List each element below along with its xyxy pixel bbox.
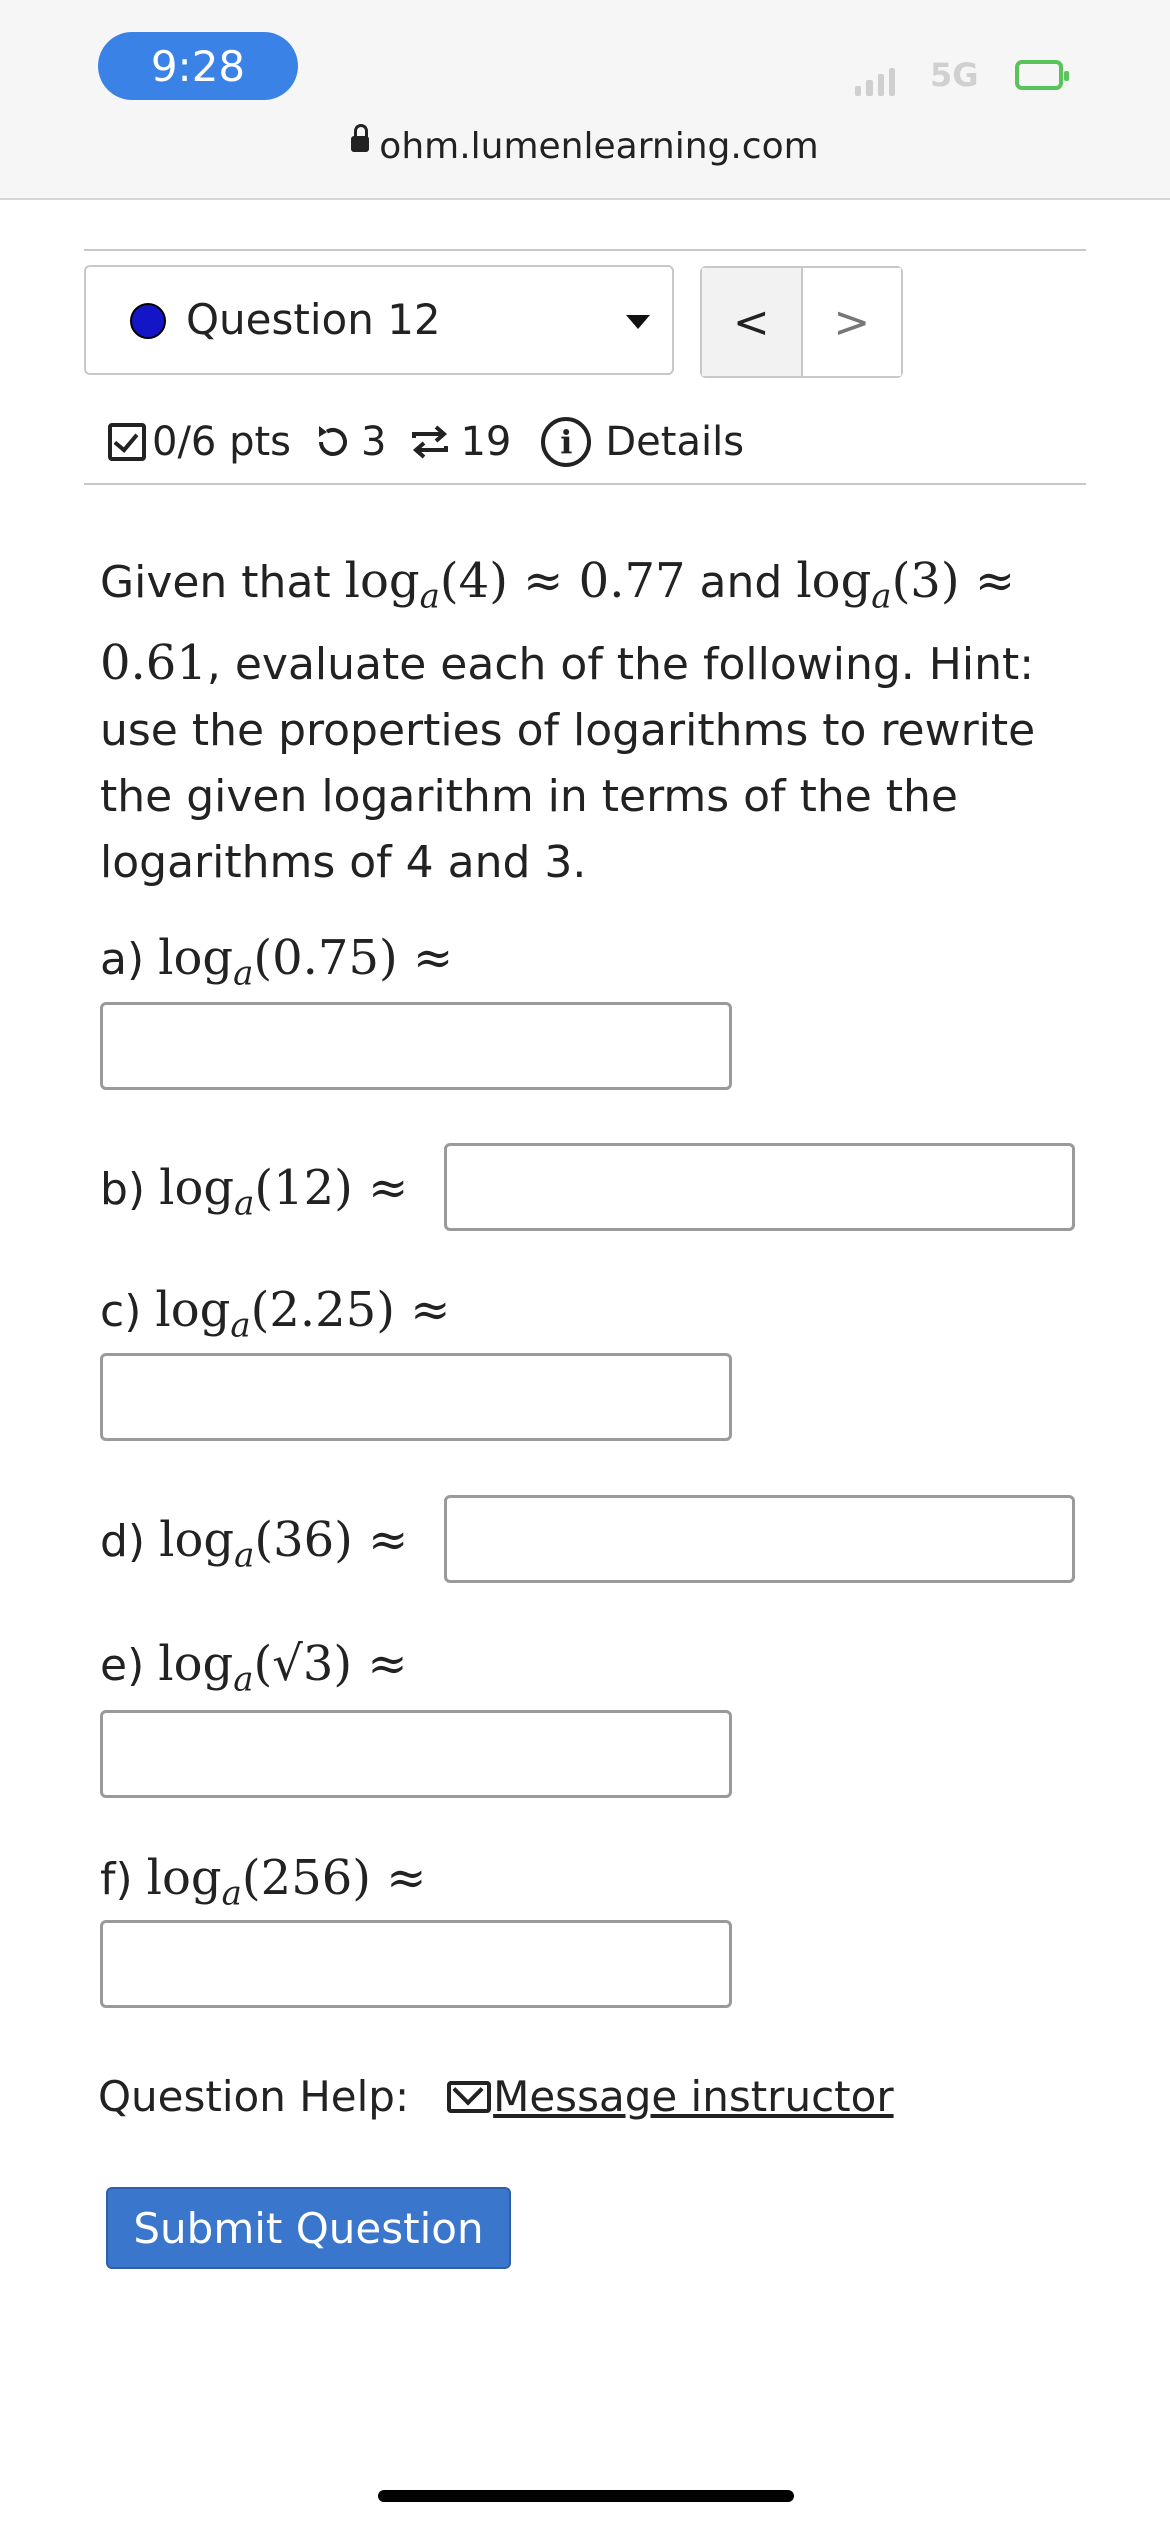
question-nav	[700, 266, 903, 378]
top-divider	[84, 249, 1086, 251]
answer-input-f[interactable]	[100, 1920, 732, 2008]
signal-icon	[855, 62, 895, 96]
answer-input-b[interactable]	[444, 1143, 1075, 1231]
question-select[interactable]	[84, 265, 674, 375]
home-indicator	[378, 2490, 794, 2502]
details-link[interactable]: Details	[605, 419, 745, 465]
part-c-label: c) $\log_a(2.25)$ ≈	[100, 1282, 451, 1346]
retry-icon	[313, 422, 353, 462]
part-f-label: f) $\log_a(256)$ ≈	[100, 1850, 427, 1914]
lock-icon	[351, 136, 369, 152]
status-time: 9:28	[98, 32, 298, 100]
browser-header	[0, 0, 1170, 200]
answer-input-e[interactable]	[100, 1710, 732, 1798]
battery-icon	[1015, 60, 1063, 90]
status-dot-icon	[130, 303, 166, 339]
versions-count: 19	[460, 419, 512, 465]
network-type: 5G	[930, 56, 979, 94]
question-rest: , evaluate each of the following. Hint: use the properties of logarithms to rewrite the given logarithm in terms of the the logarithms of 4 and 3.	[100, 638, 1036, 888]
answer-input-a[interactable]	[100, 1002, 732, 1090]
prev-question-button[interactable]: <	[702, 268, 803, 376]
next-question-button[interactable]: >	[803, 268, 902, 376]
question-help	[98, 2072, 894, 2121]
question-text	[100, 548, 1060, 896]
attempts-count: 3	[361, 419, 387, 465]
part-b-label: b) $\log_a(12)$ ≈	[100, 1160, 409, 1224]
answer-input-c[interactable]	[100, 1353, 732, 1441]
question-select-label: Question 12	[186, 295, 441, 344]
points: 0/6 pts	[152, 419, 292, 465]
part-d-label: d) $\log_a(36)$ ≈	[100, 1512, 409, 1576]
envelope-icon	[447, 2081, 491, 2113]
help-label: Question Help:	[98, 2072, 410, 2121]
given-log4: $\log_a(4) \approx 0.77$	[344, 553, 686, 617]
given-log3: $\log_a(3) \approx 0.61$	[100, 553, 1016, 691]
part-e-label: e) $\log_a(√3)$ ≈	[100, 1636, 408, 1700]
checkbox-icon	[108, 423, 146, 461]
answer-input-d[interactable]	[444, 1495, 1075, 1583]
question-meta	[108, 412, 744, 472]
caret-down-icon	[626, 315, 650, 329]
meta-divider	[84, 483, 1086, 485]
url-text: ohm.lumenlearning.com	[379, 126, 819, 167]
address-bar[interactable]	[0, 126, 1170, 167]
info-icon[interactable]: i	[541, 417, 591, 467]
message-instructor-link[interactable]: Message instructor	[493, 2072, 894, 2121]
part-a-label: a) $\log_a(0.75)$ ≈	[100, 930, 454, 994]
question-intro: Given that	[100, 557, 331, 608]
submit-question-button[interactable]: Submit Question	[106, 2187, 511, 2269]
versions-icon	[408, 422, 452, 462]
question-and: and	[699, 557, 783, 608]
